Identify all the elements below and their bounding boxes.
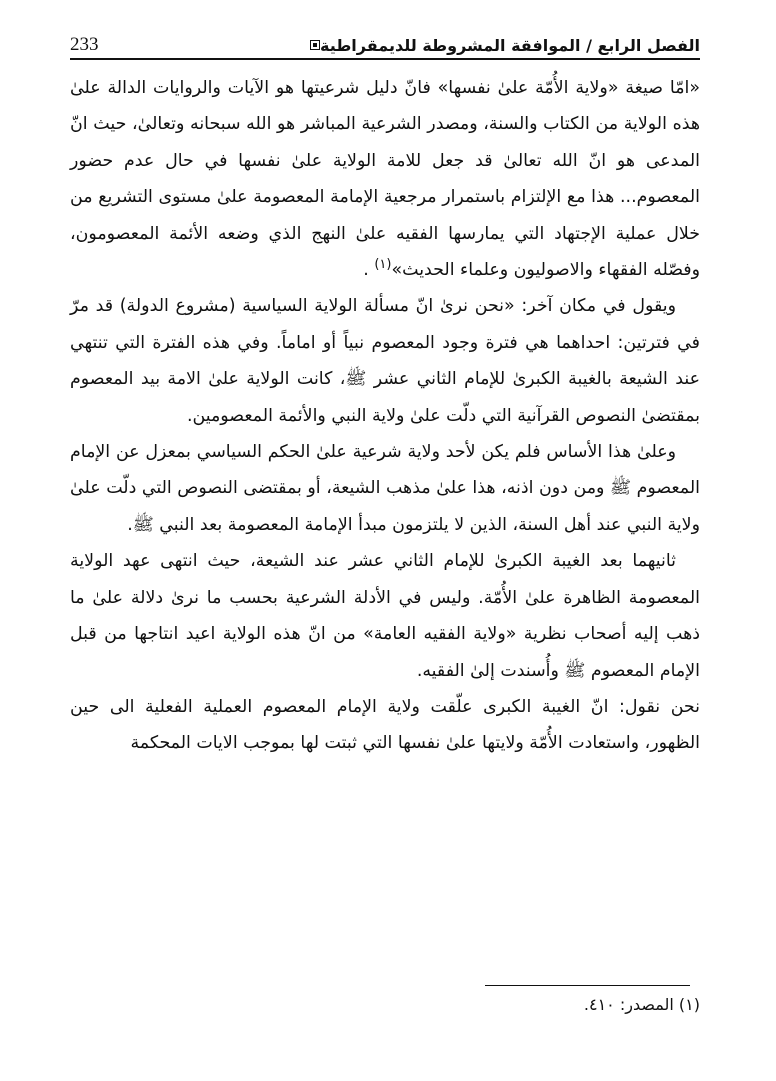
footnote-text: المصدر: ٤١٠. [583, 995, 674, 1014]
paragraph-5: نحن نقول: انّ الغيبة الكبرى علّقت ولاية الإمام المعصوم العملية الفعلية الى حين الظهور، واستعادت الأُمّة ولايتها علىٰ نفسها التي ثبتت لها بموجب الايات المحكمة [70, 696, 700, 754]
paragraph-quote-1: «امّا صيغة «ولاية الأُمّة علىٰ نفسها» فانّ دليل شرعيتها هو الآيات والروايات الدالة علىٰ هذه الولاية من الكتاب والسنة، ومصدر الشرعية المباشر هو الله سبحانه وتعالىٰ، حيث انّ المدعى هو انّ الله تعالىٰ قد جعل للامة الولاية علىٰ نفسها في حال عدم حضور المعصوم... هذا مع الإلتزام باستمرار مرجعية الإمامة المعصومة علىٰ مستوى التشريع من خلال عملية الإجتهاد التي يمارسها الفقيه علىٰ النهج الذي وضعه الأئمة المعصومون، وفصّله الفقهاء والاصوليون وعلماء الحديث»$^{(١)}$ . [70, 78, 700, 281]
main-text [70, 70, 700, 762]
square-bullet-icon [310, 40, 320, 50]
footnote [70, 995, 700, 1014]
running-title: الفصل الرابع / الموافقة المشروطة للديمقراطية [320, 35, 700, 55]
page-number: 233 [70, 34, 99, 55]
footnote-divider [485, 985, 690, 986]
paragraph-2: ويقول في مكان آخر: «نحن نرىٰ انّ مسألة الولاية السياسية (مشروع الدولة) قد مرّ في فترتين: احداهما هي فترة وجود المعصوم نبياً أو اماماً. وفي هذه الفترة التي تنتهي عند الشيعة بالغيبة الكبرىٰ للإمام الثاني عشر ﷺ، كانت الولاية علىٰ الامة بيد المعصوم بمقتضىٰ النصوص القرآنية التي دلّت علىٰ ولاية النبي والأئمة المعصومين. [70, 296, 700, 426]
footnote-reference[interactable]: (١) [374, 257, 392, 273]
running-header [70, 32, 700, 60]
paragraph-4: ثانيهما بعد الغيبة الكبرىٰ للإمام الثاني عشر عند الشيعة، حيث انتهى عهد الولاية المعصومة الظاهرة علىٰ الأُمّة. وليس في الأدلة الشرعية بحسب ما نرىٰ دلالة علىٰ ما ذهب إليه أصحاب نظرية «ولاية الفقيه العامة» من انّ هذه الولاية اعيد انتاجها من قبل الإمام المعصوم ﷺ وأُسندت إلىٰ الفقيه. [70, 551, 700, 681]
paragraph-3: وعلىٰ هذا الأساس فلم يكن لأحد ولاية شرعية علىٰ الحكم السياسي بمعزل عن الإمام المعصوم ﷺ ومن دون اذنه، هذا علىٰ مذهب الشيعة، أو بمقتضى النصوص التي دلّت علىٰ ولاية النبي عند أهل السنة، الذين لا يلتزمون مبدأ الإمامة المعصومة بعد النبي ﷺ. [70, 442, 700, 535]
header-title-group [302, 36, 700, 55]
footnote-marker: (١) [678, 995, 700, 1014]
